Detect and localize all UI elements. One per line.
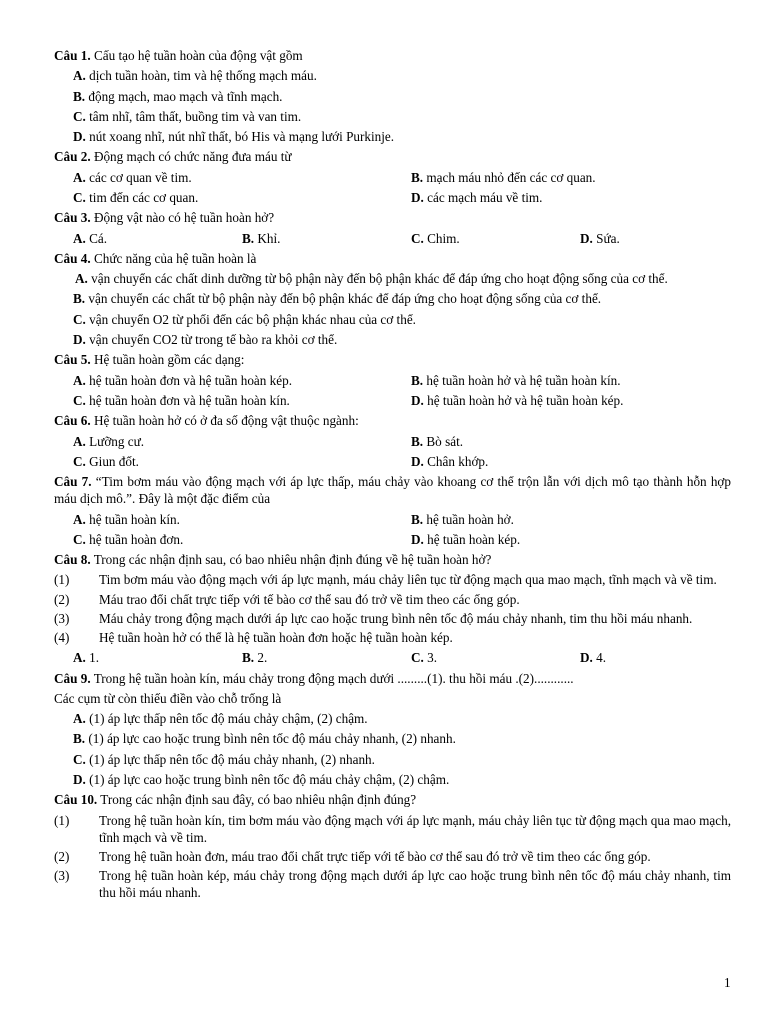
option-letter: B. [411,169,424,185]
q4-option-b [54,289,731,309]
option-letter: B. [73,291,86,307]
q1-option-c [54,107,731,127]
text-span: Trong hệ tuần hoàn kép, máu chảy trong động mạch dưới áp lực cao hoặc trung bình nên tốc độ máu chảy nhanh, tim thu hồi máu nhanh. [99,868,731,901]
text-span: Câu 3. [54,210,91,226]
option-letter: C. [73,531,86,547]
q10-statement-3 [54,867,731,901]
option-letter: A. [73,68,86,84]
option-letter: A. [73,372,86,388]
text-span: Câu 10. [54,792,98,808]
text-span: hệ tuần hoàn hở và hệ tuần hoàn kín. [426,372,621,388]
q8-statement-1 [54,571,731,588]
option-letter: D. [411,392,424,408]
option-letter: B. [242,650,255,666]
option-letter: D. [411,531,424,547]
q2-option-c [73,188,411,208]
question-3 [54,208,731,228]
text-span: (1) áp lực cao hoặc trung bình nên tốc độ máu chảy nhanh, (2) nhanh. [88,731,456,747]
text-span: (1) áp lực thấp nên tốc độ máu chảy nhanh, (2) nhanh. [89,751,375,767]
text-span: 2. [257,650,268,666]
text-span: các mạch máu về tim. [427,190,543,206]
text-span: nút xoang nhĩ, nút nhĩ thất, bó His và mạng lưới Purkinje. [89,129,395,145]
option-letter: A. [73,711,86,727]
q8-option-d [580,648,606,668]
text-span: Lưỡng cư. [89,433,145,449]
q5-option-a [73,371,411,391]
text-span: dịch tuần hoàn, tim và hệ thống mạch máu. [89,68,317,84]
q6-options-row-1 [54,432,731,452]
text-span: (1) [54,812,70,828]
text-span: Câu 7. [54,474,92,490]
option-letter: A. [75,271,88,287]
option-letter: D. [411,453,424,469]
q3-options-row [54,229,731,249]
option-letter: C. [411,230,424,246]
q9-option-b [54,729,731,749]
text-span: hệ tuần hoàn hở. [426,511,514,527]
q8-option-c [411,648,580,668]
q9-subprompt: Các cụm từ còn thiếu điền vào chỗ trống là [54,690,282,706]
q5-options-row-1 [54,371,731,391]
q8-options-row [54,648,731,668]
q6-option-d [411,452,488,472]
text-span: hệ tuần hoàn đơn. [89,531,184,547]
text-span: hệ tuần hoàn hở và hệ tuần hoàn kép. [427,392,624,408]
option-letter: C. [411,650,424,666]
text-span: Bò sát. [426,433,464,449]
option-letter: A. [73,169,86,185]
q3-option-c [411,229,580,249]
q6-options-row-2 [54,452,731,472]
text-span: Tim bơm máu vào động mạch với áp lực mạnh, máu chảy liên tục từ động mạch qua mao mạch, tĩnh mạch và về tim. [99,572,717,588]
text-span: (4) [54,630,70,646]
q2-options-row-1 [54,168,731,188]
text-span: tim đến các cơ quan. [89,190,199,206]
q2-option-d [411,188,542,208]
q6-option-a [73,432,411,452]
text-span: (1) [54,572,70,588]
option-letter: B. [411,433,424,449]
q5-option-c [73,391,411,411]
text-span: hệ tuần hoàn đơn và hệ tuần hoàn kép. [89,372,293,388]
text-span: Trong hệ tuần hoàn kín, tim bơm máu vào động mạch với áp lực mạnh, máu chảy liên tục từ động mạch qua mao mạch, tĩnh mạch và về tim. [99,812,731,845]
text-span: Câu 5. [54,352,91,368]
option-letter: D. [73,772,86,788]
q1-option-b [54,87,731,107]
q7-options-row-1 [54,510,731,530]
q9-option-a [54,709,731,729]
text-span: Câu 6. [54,413,91,429]
text-span: 4. [596,650,607,666]
text-span: 1. [89,650,100,666]
text-span: (3) [54,868,70,884]
text-span: Động vật nào có hệ tuần hoàn hở? [90,210,275,226]
question-10 [54,790,731,810]
text-span: Khỉ. [257,230,281,246]
text-span: Câu 2. [54,149,91,165]
q5-option-b [411,371,621,391]
question-6 [54,411,731,431]
q6-option-b [411,432,463,452]
text-span: các cơ quan về tim. [89,169,192,185]
q5-options-row-2 [54,391,731,411]
text-span: vận chuyển các chất từ bộ phận này đến bộ phận khác để đáp ứng cho hoạt động sống của cơ thể. [88,291,602,307]
q8-option-b [242,648,411,668]
q3-option-d [580,229,620,249]
q8-statement-3 [54,610,731,627]
question-1 [54,46,731,66]
text-span: Câu 8. [54,552,91,568]
text-span: Hệ tuần hoàn hở có thể là hệ tuần hoàn đơn hoặc hệ tuần hoàn kép. [99,630,453,646]
question-2 [54,147,731,167]
q7-option-a [73,510,411,530]
text-span: (1) áp lực cao hoặc trung bình nên tốc độ máu chảy chậm, (2) chậm. [89,772,450,788]
q9-option-d [54,770,731,790]
question-8 [54,550,731,570]
text-span: Trong hệ tuần hoàn kín, máu chảy trong động mạch dưới .........(1). thu hồi máu .(2)............ [90,670,574,686]
option-letter: D. [411,190,424,206]
option-letter: D. [580,650,593,666]
q1-option-d [54,127,731,147]
option-letter: D. [73,129,86,145]
text-span: hệ tuần hoàn kín. [89,511,180,527]
q2-option-a [73,168,411,188]
option-letter: D. [580,230,593,246]
text-span: Hệ tuần hoàn gồm các dạng: [90,352,245,368]
question-9 [54,669,731,689]
option-letter: C. [73,453,86,469]
q4-option-c [54,310,731,330]
option-letter: B. [73,731,86,747]
text-span: Động mạch có chức năng đưa máu từ [90,149,292,165]
text-span: Hệ tuần hoàn hở có ở đa số động vật thuộc ngành: [90,413,359,429]
option-letter: C. [73,108,86,124]
text-span: (3) [54,610,70,626]
page-number: 1 [724,975,731,990]
option-letter: B. [73,88,86,104]
q8-statement-2 [54,591,731,608]
text-span: mạch máu nhỏ đến các cơ quan. [426,169,596,185]
question-4 [54,249,731,269]
text-span: vận chuyển CO2 từ trong tế bào ra khỏi cơ thể. [89,332,338,348]
option-letter: C. [73,392,86,408]
q5-option-d [411,391,623,411]
text-span: vận chuyển O2 từ phối đến các bộ phận khác nhau của cơ thể. [89,311,416,327]
text-span: “Tim bơm máu vào động mạch với áp lực thấp, máu chảy vào khoang cơ thể trộn lẫn với dịch mô tạo thành hỗn hợp máu dịch mô.”. Đây là một đặc điểm của [54,474,732,507]
q10-statement-1 [54,812,731,846]
q2-option-b [411,168,596,188]
text-span: hệ tuần hoàn đơn và hệ tuần hoàn kín. [89,392,290,408]
q7-option-d [411,530,520,550]
text-span: Máu chảy trong động mạch dưới áp lực cao hoặc trung bình nên tốc độ máu chảy nhanh, tim thu hồi máu nhanh. [99,610,693,626]
q4-option-d [54,330,731,350]
text-span: Câu 4. [54,250,91,266]
text-span: (2) [54,591,70,607]
q1-option-a [54,66,731,86]
question-7 [54,473,731,507]
q3-option-a [73,229,242,249]
q8-option-a [73,648,242,668]
text-span: Chức năng của hệ tuần hoàn là [90,250,257,266]
option-letter: C. [73,190,86,206]
q10-statement-2 [54,848,731,865]
option-letter: A. [73,650,86,666]
text-span: động mạch, mao mạch và tĩnh mạch. [88,88,283,104]
text-span: Sứa. [596,230,620,246]
text-span: Giun đốt. [89,453,139,469]
text-span: Trong các nhận định sau đây, có bao nhiêu nhận định đúng? [97,792,417,808]
text-span: Máu trao đổi chất trực tiếp với tế bào cơ thể sau đó trở về tim theo các ống góp. [99,591,520,607]
text-span: Câu 1. [54,48,91,63]
question-5 [54,350,731,370]
option-letter: C. [73,311,86,327]
option-letter: C. [73,751,86,767]
text-span: Chân khớp. [427,453,489,469]
option-letter: B. [242,230,255,246]
q6-option-c [73,452,411,472]
option-letter: A. [73,433,86,449]
q7-option-b [411,510,514,530]
text-span: hệ tuần hoàn kép. [427,531,521,547]
text-span: Trong hệ tuần hoàn đơn, máu trao đổi chất trực tiếp với tế bào cơ thể sau đó trở về tim theo các ống góp. [99,849,651,865]
option-letter: D. [73,332,86,348]
text-span: tâm nhĩ, tâm thất, buồng tim và van tim. [89,108,302,124]
text-span: Chim. [427,230,460,246]
text-span: Cấu tạo hệ tuần hoàn của động vật gồm [90,48,303,63]
q9-option-c [54,750,731,770]
q4-option-a [54,270,731,287]
text-span: vận chuyển các chất dinh dưỡng từ bộ phận này đến bộ phận khác để đáp ứng cho hoạt động sống của cơ thể. [91,271,668,287]
worksheet-page [54,46,731,904]
q7-options-row-2 [54,530,731,550]
q7-option-c [73,530,411,550]
text-span: (1) áp lực thấp nên tốc độ máu chảy chậm, (2) chậm. [89,711,368,727]
text-span: Câu 9. [54,670,91,686]
option-letter: A. [73,511,86,527]
text-span: Trong các nhận định sau, có bao nhiêu nhận định đúng về hệ tuần hoàn hở? [90,552,492,568]
text-span: (2) [54,849,70,865]
q8-statement-4 [54,629,731,646]
q2-options-row-2 [54,188,731,208]
q3-option-b [242,229,411,249]
option-letter: B. [411,511,424,527]
option-letter: A. [73,230,86,246]
text-span: 3. [427,650,438,666]
option-letter: B. [411,372,424,388]
text-span: Cá. [89,230,108,246]
